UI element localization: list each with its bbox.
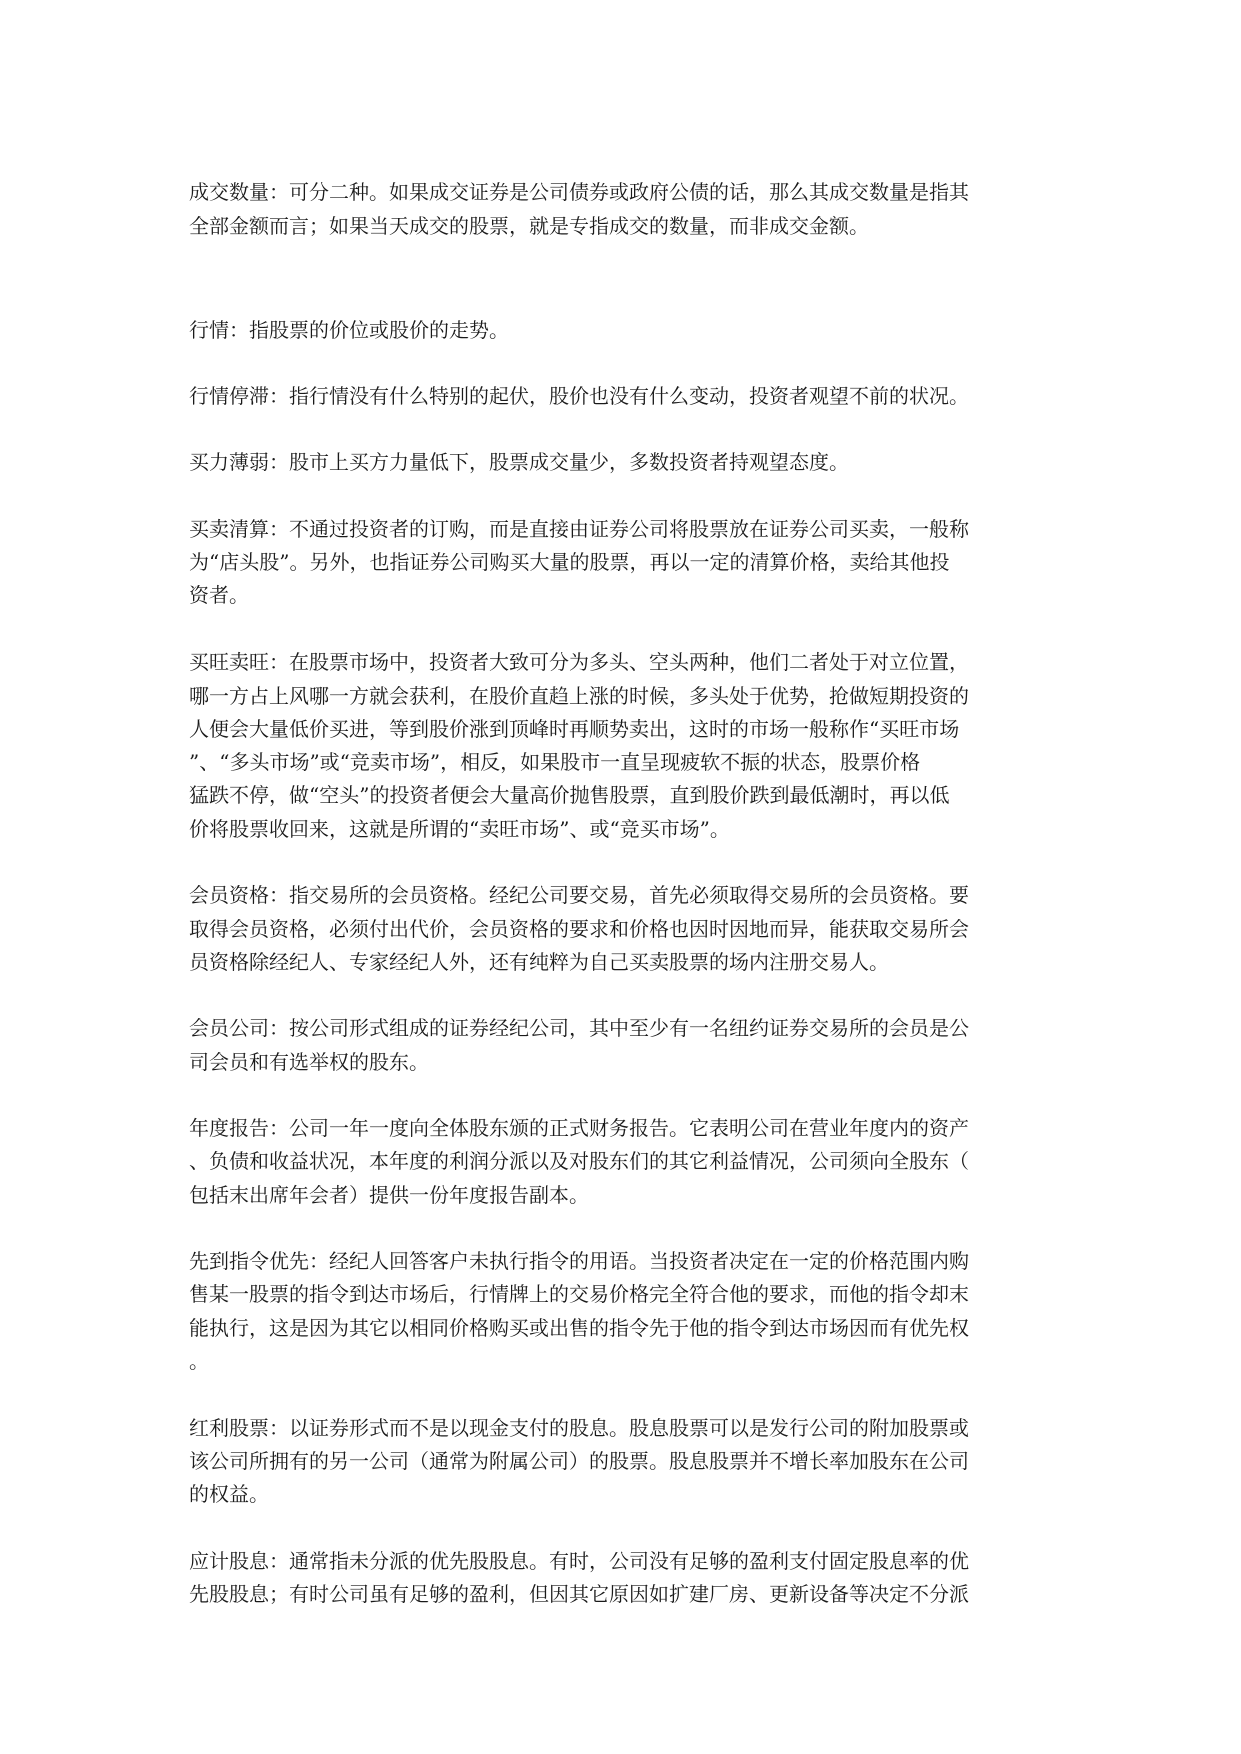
text-line: 司会员和有选举权的股东。 xyxy=(189,1050,429,1074)
text-line: 员资格除经纪人、专家经纪人外，还有纯粹为自己买卖股票的场内注册交易人。 xyxy=(189,950,889,974)
text-line: 取得会员资格，必须付出代价，会员资格的要求和价格也因时因地而异，能获取交易所会 xyxy=(189,917,969,941)
text-line: 年度报告：公司一年一度向全体股东颁的正式财务报告。它表明公司在营业年度内的资产 xyxy=(189,1116,969,1140)
text-line: 成交数量：可分二种。如果成交证券是公司债券或政府公债的话，那么其成交数量是指其 xyxy=(189,180,969,204)
text-line: 包括末出席年会者）提供一份年度报告副本。 xyxy=(189,1183,589,1207)
text-line: 行情：指股票的价位或股价的走势。 xyxy=(189,318,509,342)
text-line: 先到指令优先：经纪人回答客户未执行指令的用语。当投资者决定在一定的价格范围内购 xyxy=(189,1249,969,1273)
text-line: 买卖清算：不通过投资者的订购，而是直接由证券公司将股票放在证券公司买卖，一般称 xyxy=(189,517,969,541)
text-line: 。 xyxy=(189,1349,209,1373)
text-line: 全部金额而言；如果当天成交的股票，就是专指成交的数量，而非成交金额。 xyxy=(189,214,869,238)
text-line: 猛跌不停，做“空头”的投资者便会大量高价抛售股票，直到股价跌到最低潮时，再以低 xyxy=(189,783,950,807)
text-line: 能执行，这是因为其它以相同价格购买或出售的指令先于他的指令到达市场因而有优先权 xyxy=(189,1316,969,1340)
text-line: 先股股息；有时公司虽有足够的盈利，但因其它原因如扩建厂房、更新设备等决定不分派 xyxy=(189,1582,969,1606)
text-line: 行情停滞：指行情没有什么特别的起伏，股价也没有什么变动，投资者观望不前的状况。 xyxy=(189,384,969,408)
text-line: 买旺卖旺：在股票市场中，投资者大致可分为多头、空头两种，他们二者处于对立位置， xyxy=(189,650,969,674)
text-line: 人便会大量低价买进，等到股价涨到顶峰时再顺势卖出，这时的市场一般称作“买旺市场 xyxy=(189,717,960,741)
text-line: ”、“多头市场”或“竞卖市场”，相反，如果股市一直呈现疲软不振的状态，股票价格 xyxy=(189,750,921,774)
text-line: 的权益。 xyxy=(189,1482,269,1506)
text-line: 会员资格：指交易所的会员资格。经纪公司要交易，首先必须取得交易所的会员资格。要 xyxy=(189,883,969,907)
text-line: 买力薄弱：股市上买方力量低下，股票成交量少，多数投资者持观望态度。 xyxy=(189,450,849,474)
text-line: 会员公司：按公司形式组成的证券经纪公司，其中至少有一名纽约证券交易所的会员是公 xyxy=(189,1016,969,1040)
text-line: 为“店头股”。另外，也指证券公司购买大量的股票，再以一定的清算价格，卖给其他投 xyxy=(189,550,950,574)
text-line: 价将股票收回来，这就是所谓的“卖旺市场”、或“竞买市场”。 xyxy=(189,817,730,841)
text-line: 、负债和收益状况，本年度的利润分派以及对股东们的其它利益情况，公司须向全股东（ xyxy=(189,1149,969,1173)
text-line: 该公司所拥有的另一公司（通常为附属公司）的股票。股息股票并不增长率加股东在公司 xyxy=(189,1449,969,1473)
text-line: 售某一股票的指令到达市场后，行情牌上的交易价格完全符合他的要求，而他的指令却末 xyxy=(189,1282,969,1306)
text-line: 哪一方占上风哪一方就会获利，在股价直趋上涨的时候，多头处于优势，抢做短期投资的 xyxy=(189,684,969,708)
text-line: 应计股息：通常指未分派的优先股股息。有时，公司没有足够的盈利支付固定股息率的优 xyxy=(189,1549,969,1573)
text-line: 资者。 xyxy=(189,583,249,607)
text-line: 红利股票：以证券形式而不是以现金支付的股息。股息股票可以是发行公司的附加股票或 xyxy=(189,1416,969,1440)
